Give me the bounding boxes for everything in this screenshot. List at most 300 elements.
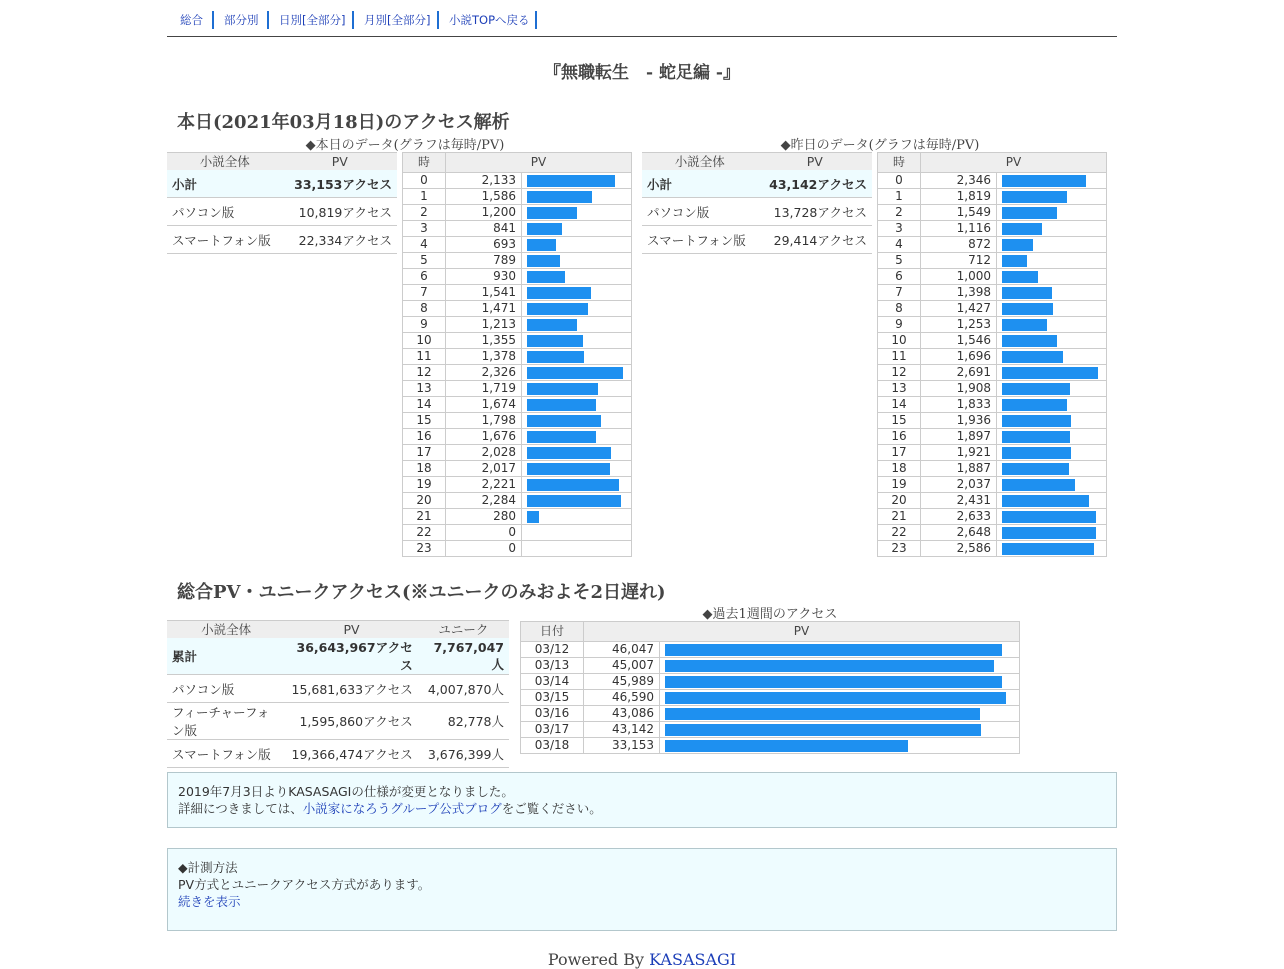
table-row (521, 642, 1020, 658)
pv-bar (527, 383, 598, 395)
date-cell: 03/18 (521, 738, 584, 754)
table-row (878, 221, 1107, 237)
pv-cell: 1,213 (446, 317, 522, 333)
bar-cell (997, 285, 1107, 301)
bar-cell (522, 221, 632, 237)
pv-cell: 1,253 (921, 317, 997, 333)
bar-cell (997, 349, 1107, 365)
row-pv: 19,366,474アクセス (285, 740, 417, 768)
hour-cell: 11 (878, 349, 921, 365)
row-value: 29,414アクセス (757, 226, 872, 254)
nav-link-total[interactable]: 総合 (180, 13, 203, 27)
hour-cell: 8 (878, 301, 921, 317)
hour-cell: 4 (878, 237, 921, 253)
pv-cell: 2,346 (921, 173, 997, 189)
nav-separator (437, 11, 439, 29)
table-row (403, 381, 632, 397)
row-label: 小計 (642, 170, 757, 198)
table-row (403, 541, 632, 557)
top-nav (167, 10, 1117, 37)
footer (0, 950, 1284, 969)
row-pv: 1,595,860アクセス (285, 703, 417, 740)
row-label: 小計 (167, 170, 282, 198)
row-value: 43,142アクセス (757, 170, 872, 198)
table-row (878, 493, 1107, 509)
bar-cell (522, 493, 632, 509)
hourly-header-pv: PV (921, 153, 1107, 173)
pv-cell: 1,674 (446, 397, 522, 413)
bar-cell (522, 333, 632, 349)
yesterday-summary-table (642, 152, 872, 254)
bar-cell (997, 381, 1107, 397)
bar-cell (997, 237, 1107, 253)
pv-bar (527, 223, 562, 235)
table-row (521, 690, 1020, 706)
show-more-link[interactable]: 続きを表示 (178, 894, 241, 909)
table-row (521, 738, 1020, 754)
hour-cell: 3 (403, 221, 446, 237)
hour-cell: 19 (403, 477, 446, 493)
bar-cell (660, 722, 1020, 738)
pv-cell: 1,355 (446, 333, 522, 349)
date-cell: 03/16 (521, 706, 584, 722)
total-header-unique: ユニーク (418, 621, 509, 639)
table-row (878, 253, 1107, 269)
table-row (878, 189, 1107, 205)
bar-cell (997, 173, 1107, 189)
pv-cell: 1,378 (446, 349, 522, 365)
table-row (521, 706, 1020, 722)
table-row (521, 722, 1020, 738)
hour-cell: 20 (878, 493, 921, 509)
table-row (403, 253, 632, 269)
pv-cell: 789 (446, 253, 522, 269)
pv-bar (1002, 511, 1096, 523)
pv-cell: 33,153 (584, 738, 660, 754)
pv-bar (1002, 495, 1089, 507)
pv-cell: 1,897 (921, 429, 997, 445)
bar-cell (522, 381, 632, 397)
table-row (642, 226, 872, 254)
bar-cell (997, 189, 1107, 205)
pv-cell: 872 (921, 237, 997, 253)
table-row (167, 226, 397, 254)
pv-bar (527, 447, 611, 459)
table-row (403, 173, 632, 189)
bar-cell (522, 477, 632, 493)
pv-bar (665, 660, 994, 672)
bar-cell (522, 349, 632, 365)
pv-bar (1002, 415, 1071, 427)
pv-cell: 2,326 (446, 365, 522, 381)
pv-bar (1002, 223, 1042, 235)
hour-cell: 11 (403, 349, 446, 365)
pv-cell: 2,221 (446, 477, 522, 493)
nav-link-daily[interactable]: 日別[全部分] (279, 13, 346, 27)
table-row (878, 413, 1107, 429)
table-row (878, 525, 1107, 541)
bar-cell (660, 642, 1020, 658)
table-row (403, 317, 632, 333)
bar-cell (997, 413, 1107, 429)
pv-cell: 0 (446, 525, 522, 541)
hour-cell: 16 (403, 429, 446, 445)
row-label: スマートフォン版 (642, 226, 757, 254)
total-section-heading: 総合PV・ユニークアクセス(※ユニークのみおよそ2日遅れ) (177, 582, 666, 603)
pv-cell: 1,471 (446, 301, 522, 317)
bar-cell (522, 317, 632, 333)
table-row (403, 189, 632, 205)
row-label: パソコン版 (167, 675, 285, 703)
table-row (642, 170, 872, 198)
hour-cell: 19 (878, 477, 921, 493)
pv-bar (665, 644, 1002, 656)
row-value: 13,728アクセス (757, 198, 872, 226)
table-row (878, 429, 1107, 445)
total-header-novel: 小説全体 (167, 621, 285, 639)
table-row (403, 349, 632, 365)
bar-cell (522, 461, 632, 477)
hour-cell: 18 (403, 461, 446, 477)
nav-separator (212, 11, 214, 29)
table-row (403, 477, 632, 493)
nav-link-monthly[interactable]: 月別[全部分] (364, 13, 431, 27)
pv-bar (1002, 399, 1067, 411)
pv-bar (1002, 319, 1047, 331)
summary-header-pv: PV (282, 153, 397, 171)
pv-bar (665, 740, 908, 752)
hour-cell: 16 (878, 429, 921, 445)
table-row (878, 205, 1107, 221)
yesterday-caption: ◆昨日のデータ(グラフは毎時/PV) (780, 138, 980, 153)
table-row (403, 445, 632, 461)
hour-cell: 20 (403, 493, 446, 509)
bar-cell (522, 269, 632, 285)
pv-bar (665, 724, 981, 736)
pv-cell: 1,541 (446, 285, 522, 301)
today-hourly-table (402, 152, 632, 557)
pv-cell: 1,798 (446, 413, 522, 429)
pv-cell: 2,431 (921, 493, 997, 509)
pv-bar (527, 175, 615, 187)
row-unique: 82,778人 (418, 703, 509, 740)
bar-cell (997, 509, 1107, 525)
hour-cell: 23 (878, 541, 921, 557)
bar-cell (660, 674, 1020, 690)
table-row (167, 638, 509, 675)
pv-cell: 2,648 (921, 525, 997, 541)
pv-bar (527, 239, 556, 251)
row-label: フィーチャーフォン版 (167, 703, 285, 740)
table-row (403, 365, 632, 381)
bar-cell (522, 509, 632, 525)
pv-bar (1002, 335, 1057, 347)
pv-cell: 1,200 (446, 205, 522, 221)
pv-bar (1002, 303, 1053, 315)
pv-bar (665, 676, 1002, 688)
table-row (878, 381, 1107, 397)
pv-cell: 43,086 (584, 706, 660, 722)
hour-cell: 12 (403, 365, 446, 381)
bar-cell (997, 317, 1107, 333)
hour-cell: 10 (403, 333, 446, 349)
weekly-access-table (520, 621, 1020, 754)
hour-cell: 1 (403, 189, 446, 205)
hour-cell: 15 (878, 413, 921, 429)
pv-bar (1002, 367, 1098, 379)
pv-bar (1002, 431, 1070, 443)
table-row (878, 173, 1107, 189)
pv-bar (527, 207, 577, 219)
week-caption: ◆過去1週間のアクセス (702, 607, 838, 622)
hour-cell: 7 (403, 285, 446, 301)
pv-bar (1002, 447, 1071, 459)
nav-separator (352, 11, 354, 29)
pv-bar (527, 319, 577, 331)
bar-cell (522, 429, 632, 445)
bar-cell (997, 397, 1107, 413)
table-row (878, 269, 1107, 285)
row-value: 33,153アクセス (282, 170, 397, 198)
pv-bar (665, 708, 980, 720)
table-row (403, 301, 632, 317)
official-blog-link[interactable]: 小説家になろうグループ公式ブログ (302, 801, 502, 816)
hour-cell: 0 (403, 173, 446, 189)
pv-cell: 1,887 (921, 461, 997, 477)
pv-cell: 930 (446, 269, 522, 285)
hour-cell: 6 (403, 269, 446, 285)
bar-cell (997, 445, 1107, 461)
bar-cell (997, 253, 1107, 269)
pv-bar (1002, 255, 1027, 267)
pv-cell: 1,719 (446, 381, 522, 397)
table-row (878, 333, 1107, 349)
date-cell: 03/15 (521, 690, 584, 706)
table-row (878, 509, 1107, 525)
hour-cell: 5 (403, 253, 446, 269)
table-row (878, 317, 1107, 333)
table-row (403, 333, 632, 349)
table-row (403, 397, 632, 413)
pv-cell: 1,116 (921, 221, 997, 237)
hour-cell: 23 (403, 541, 446, 557)
pv-bar (1002, 383, 1070, 395)
nav-link-by-part[interactable]: 部分別 (224, 13, 259, 27)
pv-cell: 280 (446, 509, 522, 525)
hour-cell: 14 (403, 397, 446, 413)
pv-cell: 1,936 (921, 413, 997, 429)
kasasagi-link[interactable]: KASASAGI (649, 950, 737, 969)
pv-bar (527, 191, 592, 203)
table-row (167, 198, 397, 226)
hour-cell: 12 (878, 365, 921, 381)
bar-cell (522, 301, 632, 317)
notice-line-2 (178, 800, 602, 817)
hour-cell: 15 (403, 413, 446, 429)
table-row (521, 674, 1020, 690)
pv-bar (527, 463, 610, 475)
table-row (403, 221, 632, 237)
nav-link-novel-top[interactable]: 小説TOPへ戻る (449, 13, 530, 27)
measurement-notice (167, 848, 1117, 931)
hour-cell: 22 (403, 525, 446, 541)
nav-separator (535, 11, 537, 29)
bar-cell (997, 205, 1107, 221)
pv-cell: 43,142 (584, 722, 660, 738)
bar-cell (522, 253, 632, 269)
pv-bar (1002, 479, 1075, 491)
today-caption: ◆本日のデータ(グラフは毎時/PV) (305, 138, 505, 153)
pv-bar (1002, 287, 1052, 299)
hour-cell: 8 (403, 301, 446, 317)
pv-cell: 1,000 (921, 269, 997, 285)
pv-bar (527, 335, 583, 347)
bar-cell (997, 269, 1107, 285)
pv-cell: 693 (446, 237, 522, 253)
bar-cell (660, 690, 1020, 706)
bar-cell (522, 397, 632, 413)
pv-bar (527, 511, 539, 523)
hour-cell: 7 (878, 285, 921, 301)
hour-cell: 22 (878, 525, 921, 541)
hour-cell: 17 (878, 445, 921, 461)
table-row (167, 703, 509, 740)
pv-bar (1002, 191, 1067, 203)
pv-cell: 2,133 (446, 173, 522, 189)
pv-cell: 712 (921, 253, 997, 269)
table-row (403, 493, 632, 509)
pv-bar (1002, 527, 1096, 539)
bar-cell (997, 477, 1107, 493)
bar-cell (522, 173, 632, 189)
row-label: パソコン版 (642, 198, 757, 226)
row-label: スマートフォン版 (167, 740, 285, 768)
bar-cell (522, 205, 632, 221)
measurement-title: ◆計測方法 (178, 860, 238, 875)
table-row (878, 541, 1107, 557)
summary-header-novel: 小説全体 (167, 153, 282, 171)
bar-cell (522, 525, 632, 541)
hour-cell: 5 (878, 253, 921, 269)
table-row (642, 198, 872, 226)
summary-header-pv: PV (757, 153, 872, 171)
pv-cell: 0 (446, 541, 522, 557)
hour-cell: 2 (403, 205, 446, 221)
footer-prefix: Powered By (547, 950, 650, 969)
pv-bar (527, 431, 596, 443)
hour-cell: 10 (878, 333, 921, 349)
table-row (403, 285, 632, 301)
pv-cell: 1,833 (921, 397, 997, 413)
pv-bar (527, 399, 596, 411)
pv-cell: 45,989 (584, 674, 660, 690)
hour-cell: 2 (878, 205, 921, 221)
bar-cell (997, 493, 1107, 509)
pv-cell: 2,028 (446, 445, 522, 461)
pv-bar (1002, 239, 1033, 251)
bar-cell (997, 541, 1107, 557)
pv-cell: 2,586 (921, 541, 997, 557)
pv-bar (1002, 271, 1038, 283)
pv-cell: 1,676 (446, 429, 522, 445)
pv-bar (1002, 351, 1063, 363)
table-row (403, 205, 632, 221)
bar-cell (997, 525, 1107, 541)
table-row (878, 349, 1107, 365)
hour-cell: 13 (403, 381, 446, 397)
summary-header-novel: 小説全体 (642, 153, 757, 171)
total-summary-table (167, 620, 509, 768)
pv-bar (1002, 543, 1094, 555)
hour-cell: 9 (403, 317, 446, 333)
row-label: スマートフォン版 (167, 226, 282, 254)
pv-bar (665, 692, 1006, 704)
bar-cell (522, 237, 632, 253)
table-row (878, 397, 1107, 413)
hour-cell: 21 (403, 509, 446, 525)
pv-cell: 1,908 (921, 381, 997, 397)
table-row (878, 301, 1107, 317)
date-cell: 03/13 (521, 658, 584, 674)
table-row (878, 477, 1107, 493)
row-unique: 7,767,047人 (418, 638, 509, 675)
pv-bar (1002, 207, 1057, 219)
bar-cell (660, 658, 1020, 674)
today-section-heading: 本日(2021年03月18日)のアクセス解析 (177, 112, 510, 133)
notice-line-1: 2019年7月3日よりKASASAGIの仕様が変更となりました。 (178, 784, 514, 799)
pv-bar (1002, 463, 1069, 475)
bar-cell (522, 445, 632, 461)
row-pv: 36,643,967アクセス (285, 638, 417, 675)
hour-cell: 18 (878, 461, 921, 477)
bar-cell (997, 429, 1107, 445)
row-label: 累計 (167, 638, 285, 675)
table-row (878, 365, 1107, 381)
row-pv: 15,681,633アクセス (285, 675, 417, 703)
pv-cell: 2,284 (446, 493, 522, 509)
pv-bar (527, 415, 601, 427)
pv-bar (527, 255, 560, 267)
pv-bar (527, 271, 565, 283)
bar-cell (660, 738, 1020, 754)
bar-cell (997, 333, 1107, 349)
notice-line-2-suffix: をご覧ください。 (501, 801, 602, 816)
pv-cell: 46,047 (584, 642, 660, 658)
notice-line-2-prefix: 詳細につきましては、 (178, 801, 303, 816)
pv-cell: 1,696 (921, 349, 997, 365)
pv-bar (527, 367, 623, 379)
week-header-pv: PV (584, 622, 1020, 642)
hour-cell: 17 (403, 445, 446, 461)
table-row (167, 740, 509, 768)
hour-cell: 13 (878, 381, 921, 397)
week-header-date: 日付 (521, 622, 584, 642)
hour-cell: 14 (878, 397, 921, 413)
hour-cell: 21 (878, 509, 921, 525)
hour-cell: 3 (878, 221, 921, 237)
pv-cell: 2,691 (921, 365, 997, 381)
pv-cell: 1,427 (921, 301, 997, 317)
row-unique: 4,007,870人 (418, 675, 509, 703)
pv-bar (1002, 175, 1086, 187)
pv-bar (527, 495, 621, 507)
pv-cell: 2,037 (921, 477, 997, 493)
novel-title: 『無職転生 - 蛇足編 -』 (544, 63, 740, 83)
table-row (167, 675, 509, 703)
hour-cell: 0 (878, 173, 921, 189)
spec-change-notice (167, 772, 1117, 828)
bar-cell (522, 413, 632, 429)
